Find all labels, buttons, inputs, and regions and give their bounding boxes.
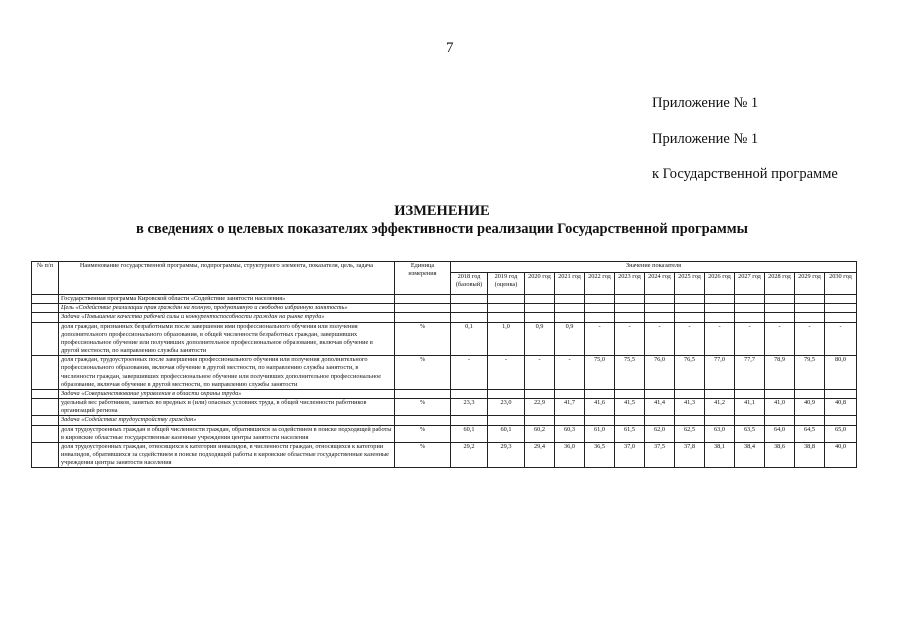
table-row <box>32 389 857 398</box>
row-number-cell <box>32 304 59 313</box>
appendix-line-1: Приложение № 1 <box>652 95 759 111</box>
row-number-cell <box>32 295 59 304</box>
value-cell <box>765 416 795 425</box>
header-year: 2027 год <box>735 273 765 295</box>
value-cell <box>451 295 488 304</box>
header-value-group: Значение показателя <box>451 262 857 273</box>
value-cell <box>705 304 735 313</box>
value-cell <box>765 313 795 322</box>
section-title-cell: Задача «Содействие трудоустройству граждан» <box>59 416 395 425</box>
value-cell: 1,0 <box>488 322 525 356</box>
value-cell <box>735 304 765 313</box>
value-cell: 40,8 <box>825 399 857 416</box>
value-cell <box>555 416 585 425</box>
value-cell <box>705 416 735 425</box>
value-cell <box>451 313 488 322</box>
value-cell: - <box>585 322 615 356</box>
value-cell: 41,0 <box>765 399 795 416</box>
value-cell <box>451 389 488 398</box>
value-cell: - <box>645 322 675 356</box>
value-cell: 76,5 <box>675 356 705 390</box>
indicator-name-cell: доля трудоустроенных граждан, относящихся к категории инвалидов, в численности граждан, относящихся к категории инвалидов, обратившихся за содействием в поиске подходящей работы в кировские областные государственные казенные учреждения центры занятости населения <box>59 442 395 468</box>
indicator-name-cell: удельный вес работников, занятых во вредных и (или) опасных условиях труда, в общей численности работников организаций региона <box>59 399 395 416</box>
value-cell: 41,2 <box>705 399 735 416</box>
table-row <box>32 304 857 313</box>
unit-cell: % <box>395 399 451 416</box>
value-cell: 63,5 <box>735 425 765 442</box>
value-cell: - <box>555 356 585 390</box>
value-cell <box>451 416 488 425</box>
value-cell <box>645 313 675 322</box>
value-cell: 65,0 <box>825 425 857 442</box>
value-cell <box>585 295 615 304</box>
value-cell: - <box>735 322 765 356</box>
value-cell: 23,0 <box>488 399 525 416</box>
value-cell: 76,0 <box>645 356 675 390</box>
unit-cell <box>395 295 451 304</box>
value-cell: 60,2 <box>525 425 555 442</box>
value-cell <box>525 313 555 322</box>
unit-cell <box>395 416 451 425</box>
value-cell: - <box>525 356 555 390</box>
value-cell <box>525 389 555 398</box>
value-cell: 60,3 <box>555 425 585 442</box>
value-cell: 29,3 <box>488 442 525 468</box>
row-number-cell <box>32 425 59 442</box>
value-cell <box>735 416 765 425</box>
value-cell <box>585 416 615 425</box>
appendix-line-2: Приложение № 1 <box>652 131 759 147</box>
value-cell: - <box>488 356 525 390</box>
value-cell: 38,1 <box>705 442 735 468</box>
header-year: 2029 год <box>795 273 825 295</box>
value-cell <box>765 295 795 304</box>
table-row <box>32 442 857 468</box>
value-cell: 38,4 <box>735 442 765 468</box>
value-cell <box>488 295 525 304</box>
row-number-cell <box>32 416 59 425</box>
value-cell <box>795 416 825 425</box>
unit-cell: % <box>395 425 451 442</box>
value-cell: - <box>705 322 735 356</box>
value-cell: 36,5 <box>585 442 615 468</box>
table-row <box>32 399 857 416</box>
header-year: 2030 год <box>825 273 857 295</box>
value-cell: 37,5 <box>645 442 675 468</box>
value-cell <box>615 313 645 322</box>
unit-cell <box>395 313 451 322</box>
value-cell <box>615 295 645 304</box>
value-cell <box>825 416 857 425</box>
header-year: 2018 год (базовый) <box>451 273 488 295</box>
value-cell: 37,8 <box>675 442 705 468</box>
table-row <box>32 322 857 356</box>
document-title: ИЗМЕНЕНИЕ <box>394 203 490 219</box>
value-cell: 60,1 <box>451 425 488 442</box>
header-year: 2021 год <box>555 273 585 295</box>
value-cell <box>615 389 645 398</box>
value-cell: 41,3 <box>675 399 705 416</box>
value-cell: 41,5 <box>615 399 645 416</box>
table-row <box>32 313 857 322</box>
value-cell <box>615 416 645 425</box>
row-number-cell <box>32 322 59 356</box>
value-cell <box>645 416 675 425</box>
value-cell: - <box>451 356 488 390</box>
header-year: 2020 год <box>525 273 555 295</box>
value-cell <box>795 295 825 304</box>
row-number-cell <box>32 389 59 398</box>
table-row <box>32 416 857 425</box>
value-cell: - <box>615 322 645 356</box>
value-cell: - <box>765 322 795 356</box>
value-cell <box>795 389 825 398</box>
value-cell <box>735 389 765 398</box>
header-year: 2019 год (оценка) <box>488 273 525 295</box>
value-cell: 41,4 <box>645 399 675 416</box>
value-cell: 38,6 <box>765 442 795 468</box>
table-row <box>32 425 857 442</box>
indicator-name-cell: доля граждан, признанных безработными после завершения ими профессионального обучения или получения дополнительного профессионального образования, в общей численности безработных граждан, завершивших профессиональное обучение или получивших дополнительное профессиональное образование, включая обучение в другой местности, по направлению службы занятости <box>59 322 395 356</box>
value-cell <box>585 313 615 322</box>
value-cell <box>705 389 735 398</box>
value-cell: 64,5 <box>795 425 825 442</box>
value-cell <box>451 304 488 313</box>
appendix-line-3: к Государственной программе <box>652 166 838 182</box>
value-cell: 29,2 <box>451 442 488 468</box>
value-cell <box>555 313 585 322</box>
value-cell <box>525 295 555 304</box>
document-subtitle: в сведениях о целевых показателях эффективности реализации Государственной программы <box>136 221 748 237</box>
value-cell <box>488 389 525 398</box>
value-cell <box>735 295 765 304</box>
row-number-cell <box>32 399 59 416</box>
value-cell <box>735 313 765 322</box>
row-number-cell <box>32 313 59 322</box>
value-cell: - <box>675 322 705 356</box>
value-cell: 22,9 <box>525 399 555 416</box>
value-cell: 75,0 <box>585 356 615 390</box>
value-cell <box>555 389 585 398</box>
value-cell: 64,0 <box>765 425 795 442</box>
value-cell: 78,9 <box>765 356 795 390</box>
value-cell: 79,5 <box>795 356 825 390</box>
value-cell <box>525 416 555 425</box>
header-year: 2023 год <box>615 273 645 295</box>
value-cell <box>675 389 705 398</box>
value-cell: 63,0 <box>705 425 735 442</box>
value-cell <box>675 304 705 313</box>
value-cell <box>825 304 857 313</box>
value-cell <box>825 295 857 304</box>
value-cell: 62,0 <box>645 425 675 442</box>
value-cell: - <box>825 322 857 356</box>
value-cell: 36,0 <box>555 442 585 468</box>
header-year: 2022 год <box>585 273 615 295</box>
unit-cell: % <box>395 442 451 468</box>
unit-cell: % <box>395 356 451 390</box>
table-body <box>32 295 857 468</box>
value-cell <box>645 304 675 313</box>
value-cell <box>488 313 525 322</box>
value-cell: 41,1 <box>735 399 765 416</box>
table-row <box>32 295 857 304</box>
value-cell: 61,0 <box>585 425 615 442</box>
header-unit: Единица измерения <box>395 262 451 295</box>
value-cell: 80,0 <box>825 356 857 390</box>
indicator-name-cell: доля граждан, трудоустроенных после завершения профессионального обучения или получения дополнительного профессионального образования, включая обучение в другой местности, по направлению службы занятости, в численности граждан, завершивших профессиональное обучение или получивших дополнительное профессиональное образование, включая обучение в другой местности, по направлению службы занятости <box>59 356 395 390</box>
value-cell: 61,5 <box>615 425 645 442</box>
table-header <box>32 262 857 295</box>
value-cell: 0,9 <box>555 322 585 356</box>
value-cell: 0,1 <box>451 322 488 356</box>
value-cell: 62,5 <box>675 425 705 442</box>
value-cell <box>705 313 735 322</box>
value-cell <box>825 389 857 398</box>
value-cell: 41,6 <box>585 399 615 416</box>
value-cell <box>675 313 705 322</box>
row-number-cell <box>32 356 59 390</box>
value-cell <box>645 295 675 304</box>
value-cell <box>765 389 795 398</box>
value-cell: 29,4 <box>525 442 555 468</box>
value-cell: 60,1 <box>488 425 525 442</box>
header-name: Наименование государственной программы, подпрограммы, структурного элемента, показателя, цель, задача <box>59 262 395 295</box>
value-cell <box>825 313 857 322</box>
value-cell <box>488 304 525 313</box>
value-cell <box>555 304 585 313</box>
value-cell <box>585 389 615 398</box>
header-year: 2024 год <box>645 273 675 295</box>
value-cell <box>675 295 705 304</box>
value-cell: 75,5 <box>615 356 645 390</box>
unit-cell: % <box>395 322 451 356</box>
value-cell: 40,0 <box>825 442 857 468</box>
value-cell <box>488 416 525 425</box>
value-cell: - <box>795 322 825 356</box>
row-number-cell <box>32 442 59 468</box>
value-cell: 38,8 <box>795 442 825 468</box>
value-cell: 40,9 <box>795 399 825 416</box>
unit-cell <box>395 304 451 313</box>
value-cell: 77,0 <box>705 356 735 390</box>
table-row <box>32 356 857 390</box>
value-cell <box>675 416 705 425</box>
section-title-cell: Задача «Повышение качества рабочей силы и конкурентоспособности граждан на рынке труда» <box>59 313 395 322</box>
section-title-cell: Государственная программа Кировской области «Содействие занятости населения» <box>59 295 395 304</box>
value-cell <box>555 295 585 304</box>
value-cell <box>765 304 795 313</box>
header-year: 2028 год <box>765 273 795 295</box>
section-title-cell: Задача «Совершенствование управления в области охраны труда» <box>59 389 395 398</box>
value-cell <box>525 304 555 313</box>
value-cell <box>795 304 825 313</box>
value-cell: 41,7 <box>555 399 585 416</box>
unit-cell <box>395 389 451 398</box>
value-cell <box>705 295 735 304</box>
header-year: 2026 год <box>705 273 735 295</box>
value-cell <box>615 304 645 313</box>
header-year: 2025 год <box>675 273 705 295</box>
value-cell <box>645 389 675 398</box>
value-cell: 0,9 <box>525 322 555 356</box>
value-cell: 23,3 <box>451 399 488 416</box>
value-cell <box>585 304 615 313</box>
value-cell: 37,0 <box>615 442 645 468</box>
value-cell <box>795 313 825 322</box>
indicators-table <box>31 261 857 468</box>
header-num: № п/п <box>32 262 59 295</box>
indicator-name-cell: доля трудоустроенных граждан в общей численности граждан, обратившихся за содействием в поиске подходящей работы в кировские областные государственные казенные учреждения центры занятости населения <box>59 425 395 442</box>
section-title-cell: Цель «Содействие реализации прав граждан на полную, продуктивную и свободно избранную занятость» <box>59 304 395 313</box>
value-cell: 77,7 <box>735 356 765 390</box>
page-number: 7 <box>446 40 454 56</box>
